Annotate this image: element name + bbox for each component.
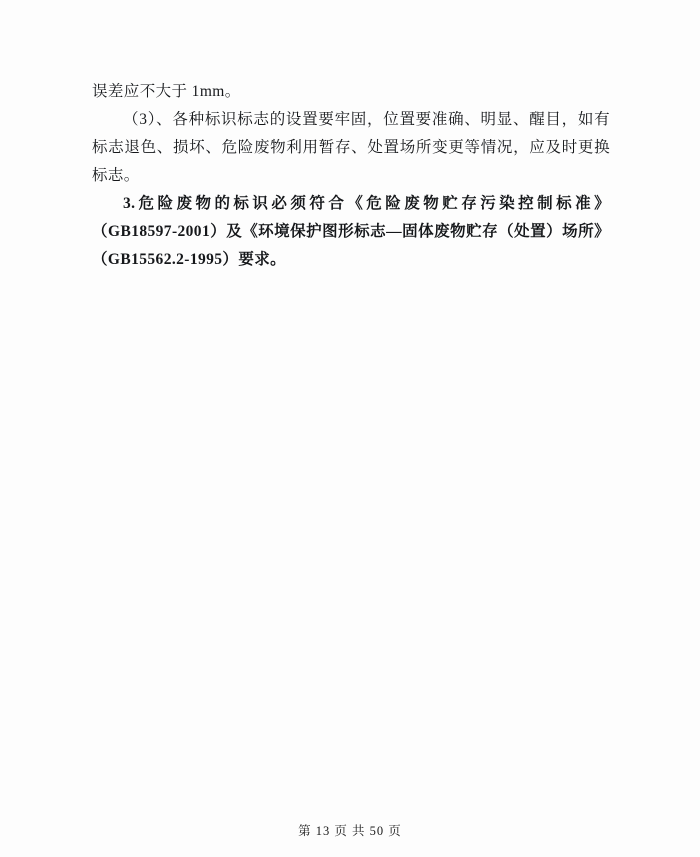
paragraph-1: 误差应不大于 1mm。: [92, 83, 241, 100]
document-body: [92, 78, 610, 274]
page-number-label: 第 13 页 共 50 页: [298, 824, 402, 838]
paragraph-2: （3）、各种标识标志的设置要牢固，位置要准确、明显、醒目，如有标志退色、损坏、危险废物利用暂存、处置场所变更等情况，应及时更换标志。: [92, 111, 610, 184]
page-footer: [0, 821, 700, 839]
paragraph-3: 3.危险废物的标识必须符合《危险废物贮存污染控制标准》（GB18597-2001）及《环境保护图形标志—固体废物贮存（处置）场所》（GB15562.2-1995）要求。: [92, 195, 610, 268]
